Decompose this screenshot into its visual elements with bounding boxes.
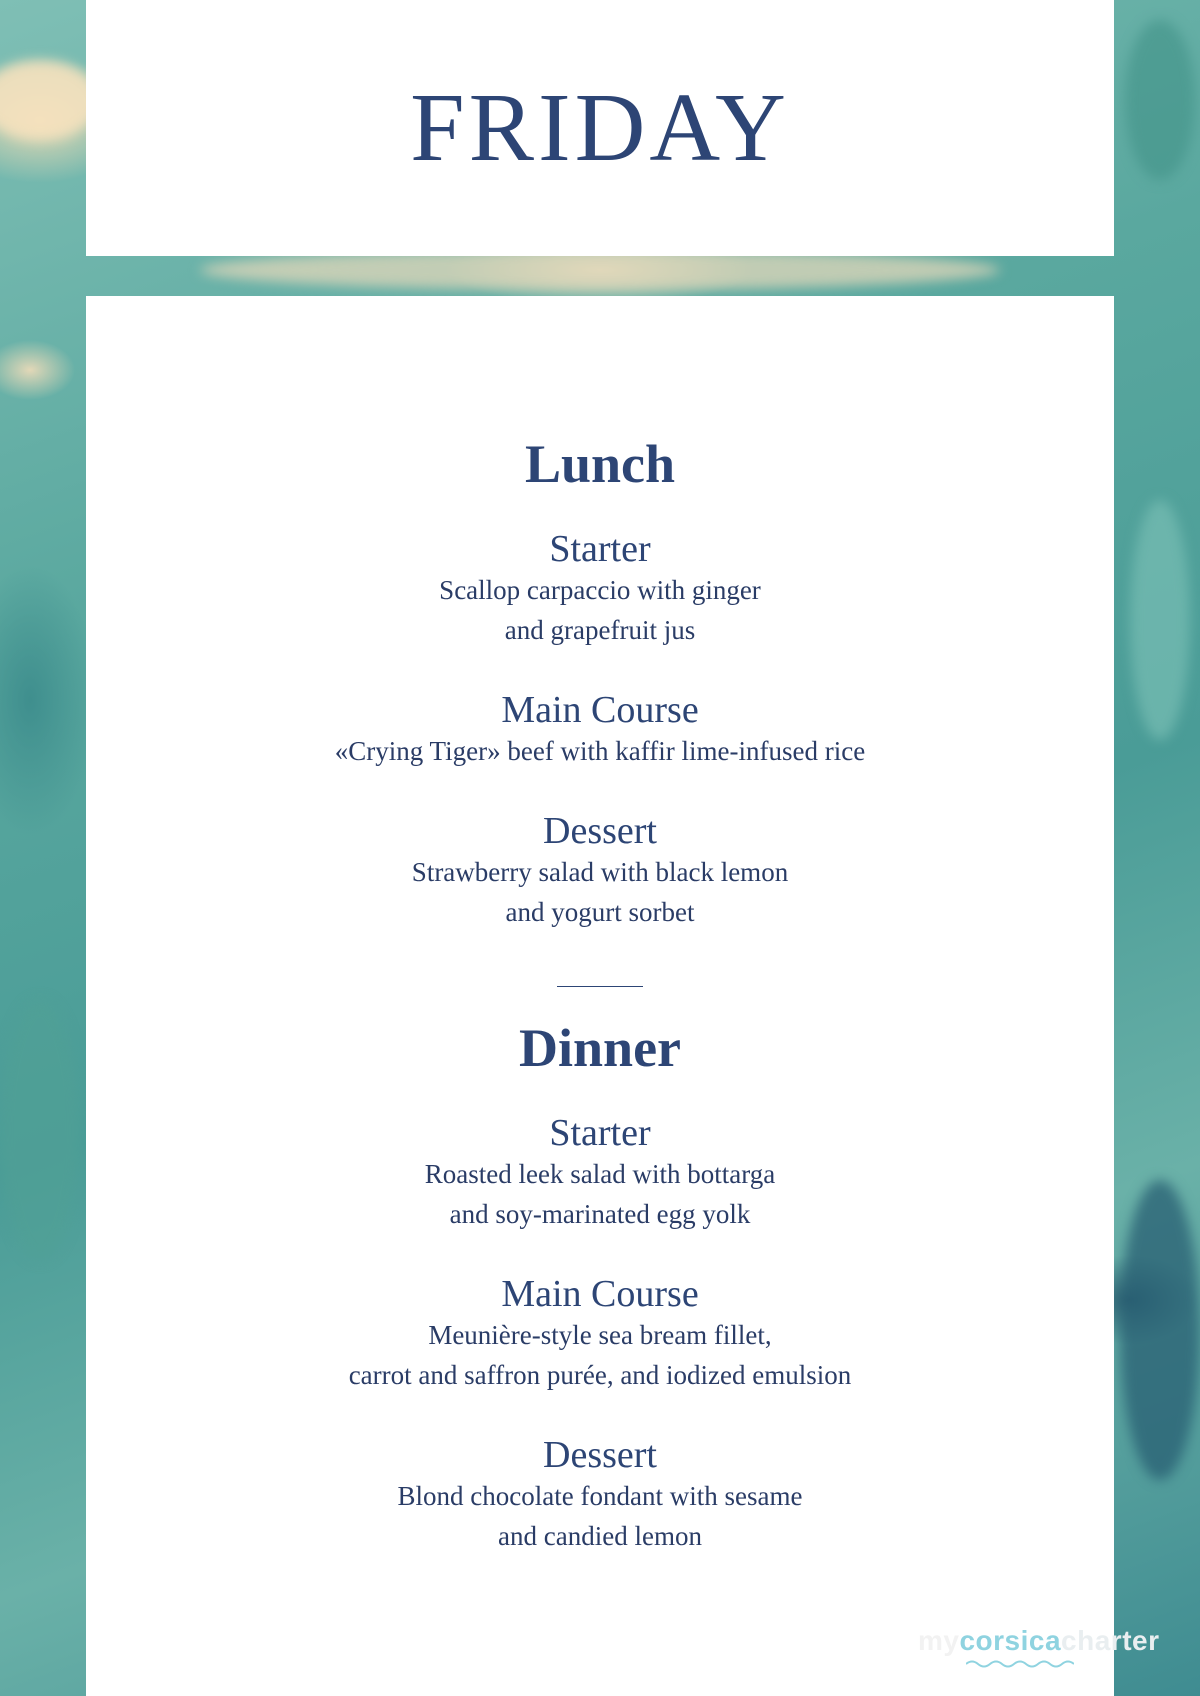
course-title: Main Course <box>501 689 699 731</box>
dish-line: Blond chocolate fondant with sesame <box>397 1480 803 1511</box>
lunch-main <box>86 691 1114 771</box>
dish-line: and yogurt sorbet <box>505 896 695 927</box>
brand-part-charter: charter <box>1061 1625 1160 1656</box>
brand-part-corsica: corsica <box>959 1625 1062 1656</box>
dish-line: Strawberry salad with black lemon <box>411 856 789 887</box>
course-title: Dessert <box>543 810 657 852</box>
lunch-heading: Lunch <box>524 434 676 494</box>
dish-line: carrot and saffron purée, and iodized emulsion <box>348 1359 852 1390</box>
menu-panel <box>86 296 1114 1696</box>
dinner-heading: Dinner <box>519 1018 681 1078</box>
dish-line: Scallop carpaccio with ginger <box>439 574 761 605</box>
course-title: Main Course <box>501 1273 699 1315</box>
dinner-starter <box>86 1114 1114 1234</box>
course-title: Dessert <box>543 1434 657 1476</box>
page-title: FRIDAY <box>410 74 790 182</box>
course-title: Starter <box>549 1112 651 1154</box>
brand-part-my: my <box>918 1625 960 1656</box>
header-panel <box>86 0 1114 256</box>
dish-line: Roasted leek salad with bottarga <box>424 1158 776 1189</box>
dish-line: and grapefruit jus <box>504 614 696 645</box>
dish-line: and soy-marinated egg yolk <box>449 1198 751 1229</box>
dish-line: and candied lemon <box>498 1520 702 1551</box>
dish-line: Meunière-style sea bream fillet, <box>428 1319 772 1350</box>
dinner-dessert <box>86 1436 1114 1556</box>
brand-logo <box>918 1625 1159 1665</box>
lunch-dessert <box>86 812 1114 932</box>
dinner-main <box>86 1275 1114 1395</box>
section-divider <box>557 986 643 987</box>
wave-icon <box>966 1659 1074 1669</box>
lunch-starter <box>86 530 1114 650</box>
course-title: Starter <box>549 528 651 570</box>
dish-line: «Crying Tiger» beef with kaffir lime-infused rice <box>334 735 866 766</box>
